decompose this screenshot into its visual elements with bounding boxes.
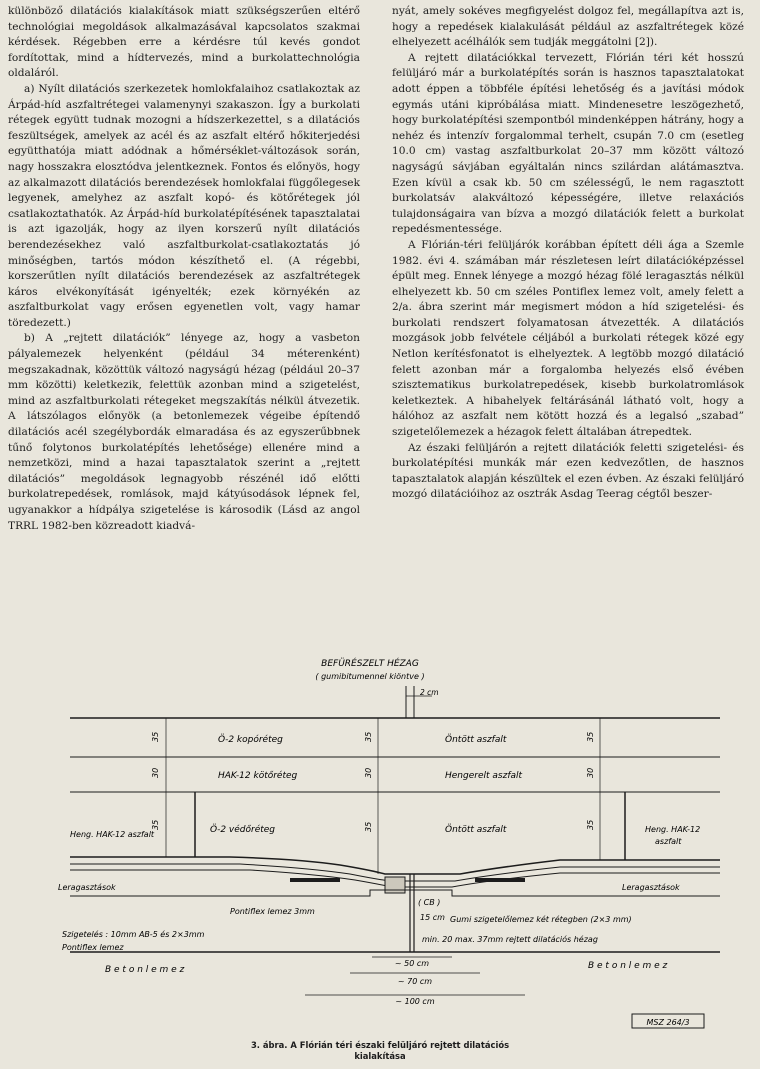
thickness-label: 35: [364, 821, 373, 832]
thickness-label: 35: [151, 731, 160, 742]
figure-subtitle: ( gumibitumennel kiöntve ): [315, 672, 425, 681]
side-label-left: Heng. HAK-12 aszfalt: [70, 830, 155, 839]
paragraph: A Flórián-téri felüljárók korábban épített déli ága a Szemle 1982. évi 4. számában már részletesen leírt dilatációképzéssel épült meg. Ennek lényege a mozgó hézag fölé leragasztás nélkül elhelyezett kb. 50 cm széles Pontiflex lemez volt, amely felett a 2/a. ábra szerint már megismert módon a híd szigetelési- és burkolati rendszert folyamatosan átvezették. A dilatációs mozgások jobb felvétele céljából a burkolati rétegek közé egy Netlon kerítésfonatot is elhelyeztek. A legtöbb mozgó dilatáció felett azonban már a forgalomba helyezés első évében szisztematikus burkolatrepedések, kisebb burkolatromlások keletkeztek. A hibahelyek feltárásánál látható volt, hogy a hálóhoz az aszfalt nem kötött hozzá és a legalsó „szabad” szigetelőlemezek a hézagok felett általában átrepedtek.: [392, 238, 744, 439]
paragraph: nyát, amely sokéves megfigyelést dolgoz fel, megállapítva azt is, hogy a repedések kialakulását például az aszfaltrétegek közé elhelyezett acélhálók sem tudják meggátolni [2]).: [392, 5, 744, 49]
expansion-joint-figure: [40, 652, 740, 1037]
caption-line: 3. ábra. A Flórián téri északi felüljáró rejtett dilatációs: [250, 1040, 510, 1050]
figure-title: BEFÜRÉSZELT HÉZAG: [321, 659, 419, 669]
thickness-label: 35: [586, 819, 595, 830]
betonlemez-left: B e t o n l e m e z: [105, 965, 185, 975]
figure-drawing: [40, 652, 740, 1037]
layer-label-right: Öntött aszfalt: [445, 825, 507, 835]
thickness-label: 30: [364, 767, 373, 778]
paragraph: a) Nyílt dilatációs szerkezetek homlokfalaihoz csatlakoztak az Árpád-híd aszfaltrétegei valamenynyi szakaszon. Így a burkolati rétegek együtt tudnak mozogni a hídszerkezettel, s a dilatációs feszültségek, amelyek az acél és az aszfalt eltérő hőkiterjedési együtthatója miatt adódnak a hőmérséklet-változások során, nagy hosszakra elosztódva jelentkeznek. Fontos és előnyös, hogy az alkalmazott dilatációs berendezések homlokfalai függőlegesek legyenek, amelyhez az aszfalt kopó- és kötőrétegek jól csatlakoztathatók. Az Árpád-híd burkolatépítésének tapasztalatai is azt igazolják, hogy az ilyen korszerű nyílt dilatációs berendezésekhez való aszfaltburkolat-csatlakoztatás jó minőségben, tartós módon készíthető el. (A régebbi, korszerűtlen nyílt dilatációs berendezések az aszfaltrétegek káros elvékonyítását igényelték; ezek környékén az aszfaltburkolat vagy erősen egyenetlen volt, vagy hamar töredezett.): [8, 82, 360, 329]
paragraph: különböző dilatációs kialakítások miatt szükségszerűen eltérő technológiai megoldások alkalmazásával kapcsolatos szakmai kérdések. Régebben erre a kérdésre túl kevés gondot fordítottak, mind a hídtervezés, mind a burkolattechnológia oldaláról.: [8, 5, 360, 80]
figure-caption: [0, 1040, 760, 1061]
gumi-label: Gumi szigetelőlemez két rétegben (2×3 mm): [450, 915, 632, 924]
thickness-label: 35: [151, 819, 160, 830]
leragasztasok-left-label: Leragasztások: [58, 883, 116, 892]
thickness-label: 35: [586, 731, 595, 742]
leragasztasok-right-label: Leragasztások: [622, 883, 680, 892]
side-label-right: Heng. HAK-12: [645, 825, 701, 834]
left-column: [8, 4, 360, 534]
paragraph: A rejtett dilatációkkal tervezett, Flórián téri két hosszú felüljáró már a burkolatépítés során is hasznos tapasztalatokat adott éppen a többféle építési lehetőség és a javítási módok egymás utáni kipróbálása miatt. Mindenesetre leszögezhető, hogy burkolatépítési szempontból mindenképpen hátrány, hogy a nehéz és intenzív forgalommal terhelt, csupán 7.0 cm (esetleg 10.0 cm) vastag aszfaltburkolat 20–37 mm között változó nagyságú sávjában egyáltalán nincs szilárdan alátámasztva. Ezen kívül a csak kb. 50 cm szélességű, le nem ragasztott burkolatsáv alakváltozó képességére, illetve relaxációs tulajdonságaira van bízva a mozgó dilatációk felett a burkolat repedésmentessége.: [392, 51, 744, 236]
thickness-label: 30: [586, 767, 595, 778]
layer-label-left: Ö-2 védőréteg: [210, 825, 276, 835]
betonlemez-right: B e t o n l e m e z: [588, 961, 668, 971]
thickness-label: 35: [364, 731, 373, 742]
layer-label-left: Ö-2 kopóréteg: [218, 735, 283, 745]
dim-50-label: ~ 50 cm: [394, 959, 430, 968]
szigeteles-label: Szigetelés : 10mm AB-5 és 2×3mm: [62, 930, 205, 939]
caption-line: kialakítása: [354, 1050, 406, 1061]
paragraph: Az északi felüljárón a rejtett dilatációk feletti szigetelési- és burkolatépítési munkák már ezen kedvezőtlen, de hasznos tapasztalatok alapján készültek el ezen évben. Az északi felüljáró mozgó dilatációihoz az osztrák Asdag Teerag cégtől beszer-: [392, 441, 744, 501]
pontiflex-lemez-label: Pontiflex lemez: [62, 943, 124, 952]
layer-label-right: Hengerelt aszfalt: [445, 771, 523, 781]
layer-label-left: HAK-12 kötőréteg: [218, 771, 298, 781]
gap-top-label: 2 cm: [420, 688, 439, 697]
right-column: [392, 4, 744, 503]
dim-100-label: ~ 100 cm: [395, 997, 435, 1006]
layer-label-right: Öntött aszfalt: [445, 735, 507, 745]
pontiflex-3mm-label: Pontiflex lemez 3mm: [230, 907, 315, 916]
dim-15-label: 15 cm: [420, 913, 445, 922]
thickness-label: 30: [151, 767, 160, 778]
dim-70-label: ~ 70 cm: [397, 977, 433, 986]
paragraph: b) A „rejtett dilatációk” lényege az, hogy a vasbeton pályalemezek helyenként (például 34 méterenként) megszakadnak, közöttük változó nagyságú hézag (például 20–37 mm közötti) keletkezik, felettük azonban mind a szigetelést, mind az aszfaltburkolati rétegeket megszakítás nélkül átvezetik. A látszólagos előnyök (a betonlemezek végeibe építendő dilatációs acél szegélybordák elmaradása és az egyszerűbbnek tűnő folytonos burkolatépítés lehetősége) ellenére mind a nemzetközi, mind a hazai tapasztalatok szerint a „rejtett dilatációs” megoldások legnagyobb részénél idő előtti burkolatrepedések, romlások, majd kátyúsodások lépnek fel, ugyanakkor a hídpálya szigetelése is károsodik (Lásd az angol TRRL 1982-ben közreadott kiadvá-: [8, 332, 360, 532]
side-label-right: aszfalt: [655, 837, 682, 846]
hezag-label: min. 20 max. 37mm rejtett dilatációs hézag: [422, 935, 598, 944]
standard-label: MSZ 264/3: [646, 1018, 690, 1027]
cb-label: ( CB ): [418, 898, 441, 907]
